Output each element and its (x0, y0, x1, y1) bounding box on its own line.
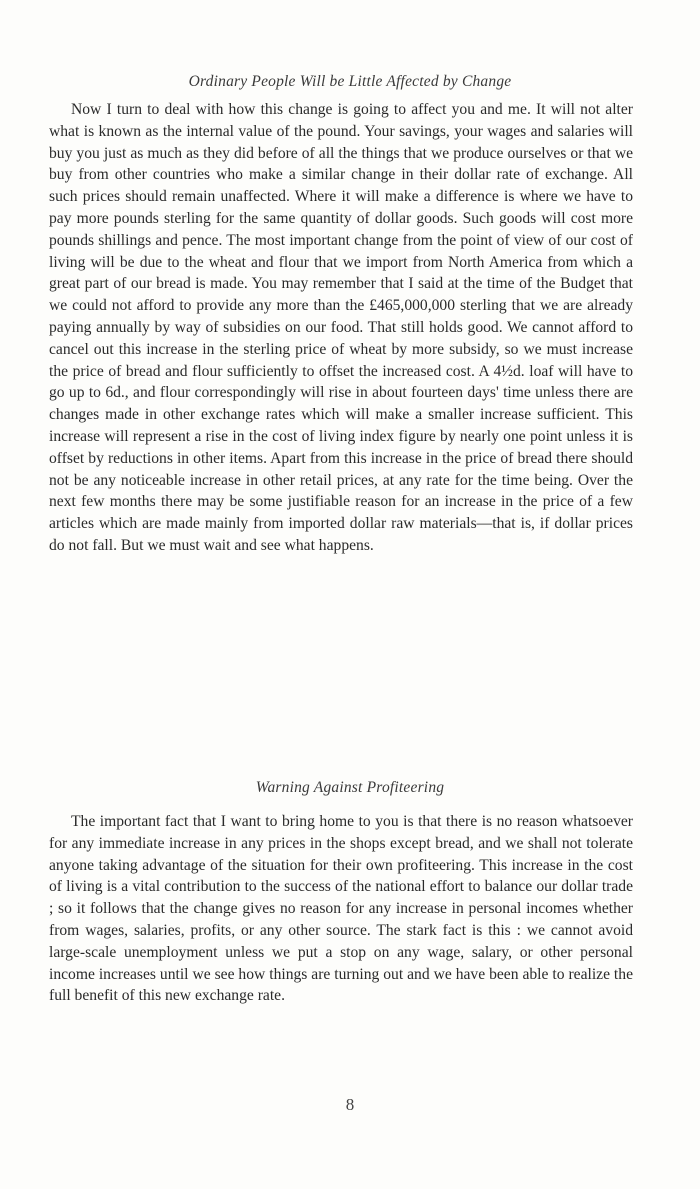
paragraph: Now I turn to deal with how this change is going to affect you and me. It will not alter what is known as the internal value of the pound. Your savings, your wages and salaries will buy you just as much as they did before of all the things that we produce ourselves or that we buy from other countries who make a similar change in their dollar rate of exchange. All such prices should remain unaffected. Where it will make a difference is where we have to pay more pounds sterling for the same quantity of dollar goods. Such goods will cost more pounds shillings and pence. The most important change from the point of view of our cost of living will be due to the wheat and flour that we import from North America from which a great part of our bread is made. You may remember that I said at the time of the Budget that we could not afford to provide any more than the £465,000,000 sterling that we are already paying annually by way of subsidies on our food. That still holds good. We cannot afford to cancel out this increase in the sterling price of wheat by more subsidy, so we must increase the price of bread and flour sufficiently to offset the increased cost. A 4½d. loaf will have to go up to 6d., and flour correspondingly will rise in about fourteen days' time unless there are changes made in other exchange rates which will make a smaller increase sufficient. This increase will represent a rise in the cost of living index figure by nearly one point unless it is offset by reductions in other items. Apart from this increase in the price of bread there should not be any noticeable increase in other retail prices, at any rate for the time being. Over the next few months there may be some justifiable reason for an increase in the price of a few articles which are made mainly from imported dollar raw materials—that is, if dollar prices do not fall. But we must wait and see what happens. (49, 101, 633, 554)
page-number: 8 (345, 1095, 355, 1114)
paragraph: The important fact that I want to bring home to you is that there is no reason whatsoever for any immediate increase in any prices in the shops except bread, and we shall not tolerate anyone taking advantage of the situation for their own profiteering. This increase in the cost of living is a vital contribution to the success of the national effort to balance our dollar trade ; so it follows that the change gives no reason for any increase in personal incomes whether from wages, salaries, profits, or any other source. The stark fact is this : we cannot avoid large-scale unemployment unless we put a stop on any wage, salary, or other personal income increases until we see how things are turning out and we have been able to realize the full benefit of this new exchange rate. (49, 813, 633, 1005)
section-heading-profiteering: Warning Against Profiteering (255, 779, 445, 796)
section-body-profiteering (49, 811, 633, 1007)
section-body-ordinary-people (49, 99, 633, 557)
section-heading-ordinary-people: Ordinary People Will be Little Affected by Change (188, 73, 512, 90)
